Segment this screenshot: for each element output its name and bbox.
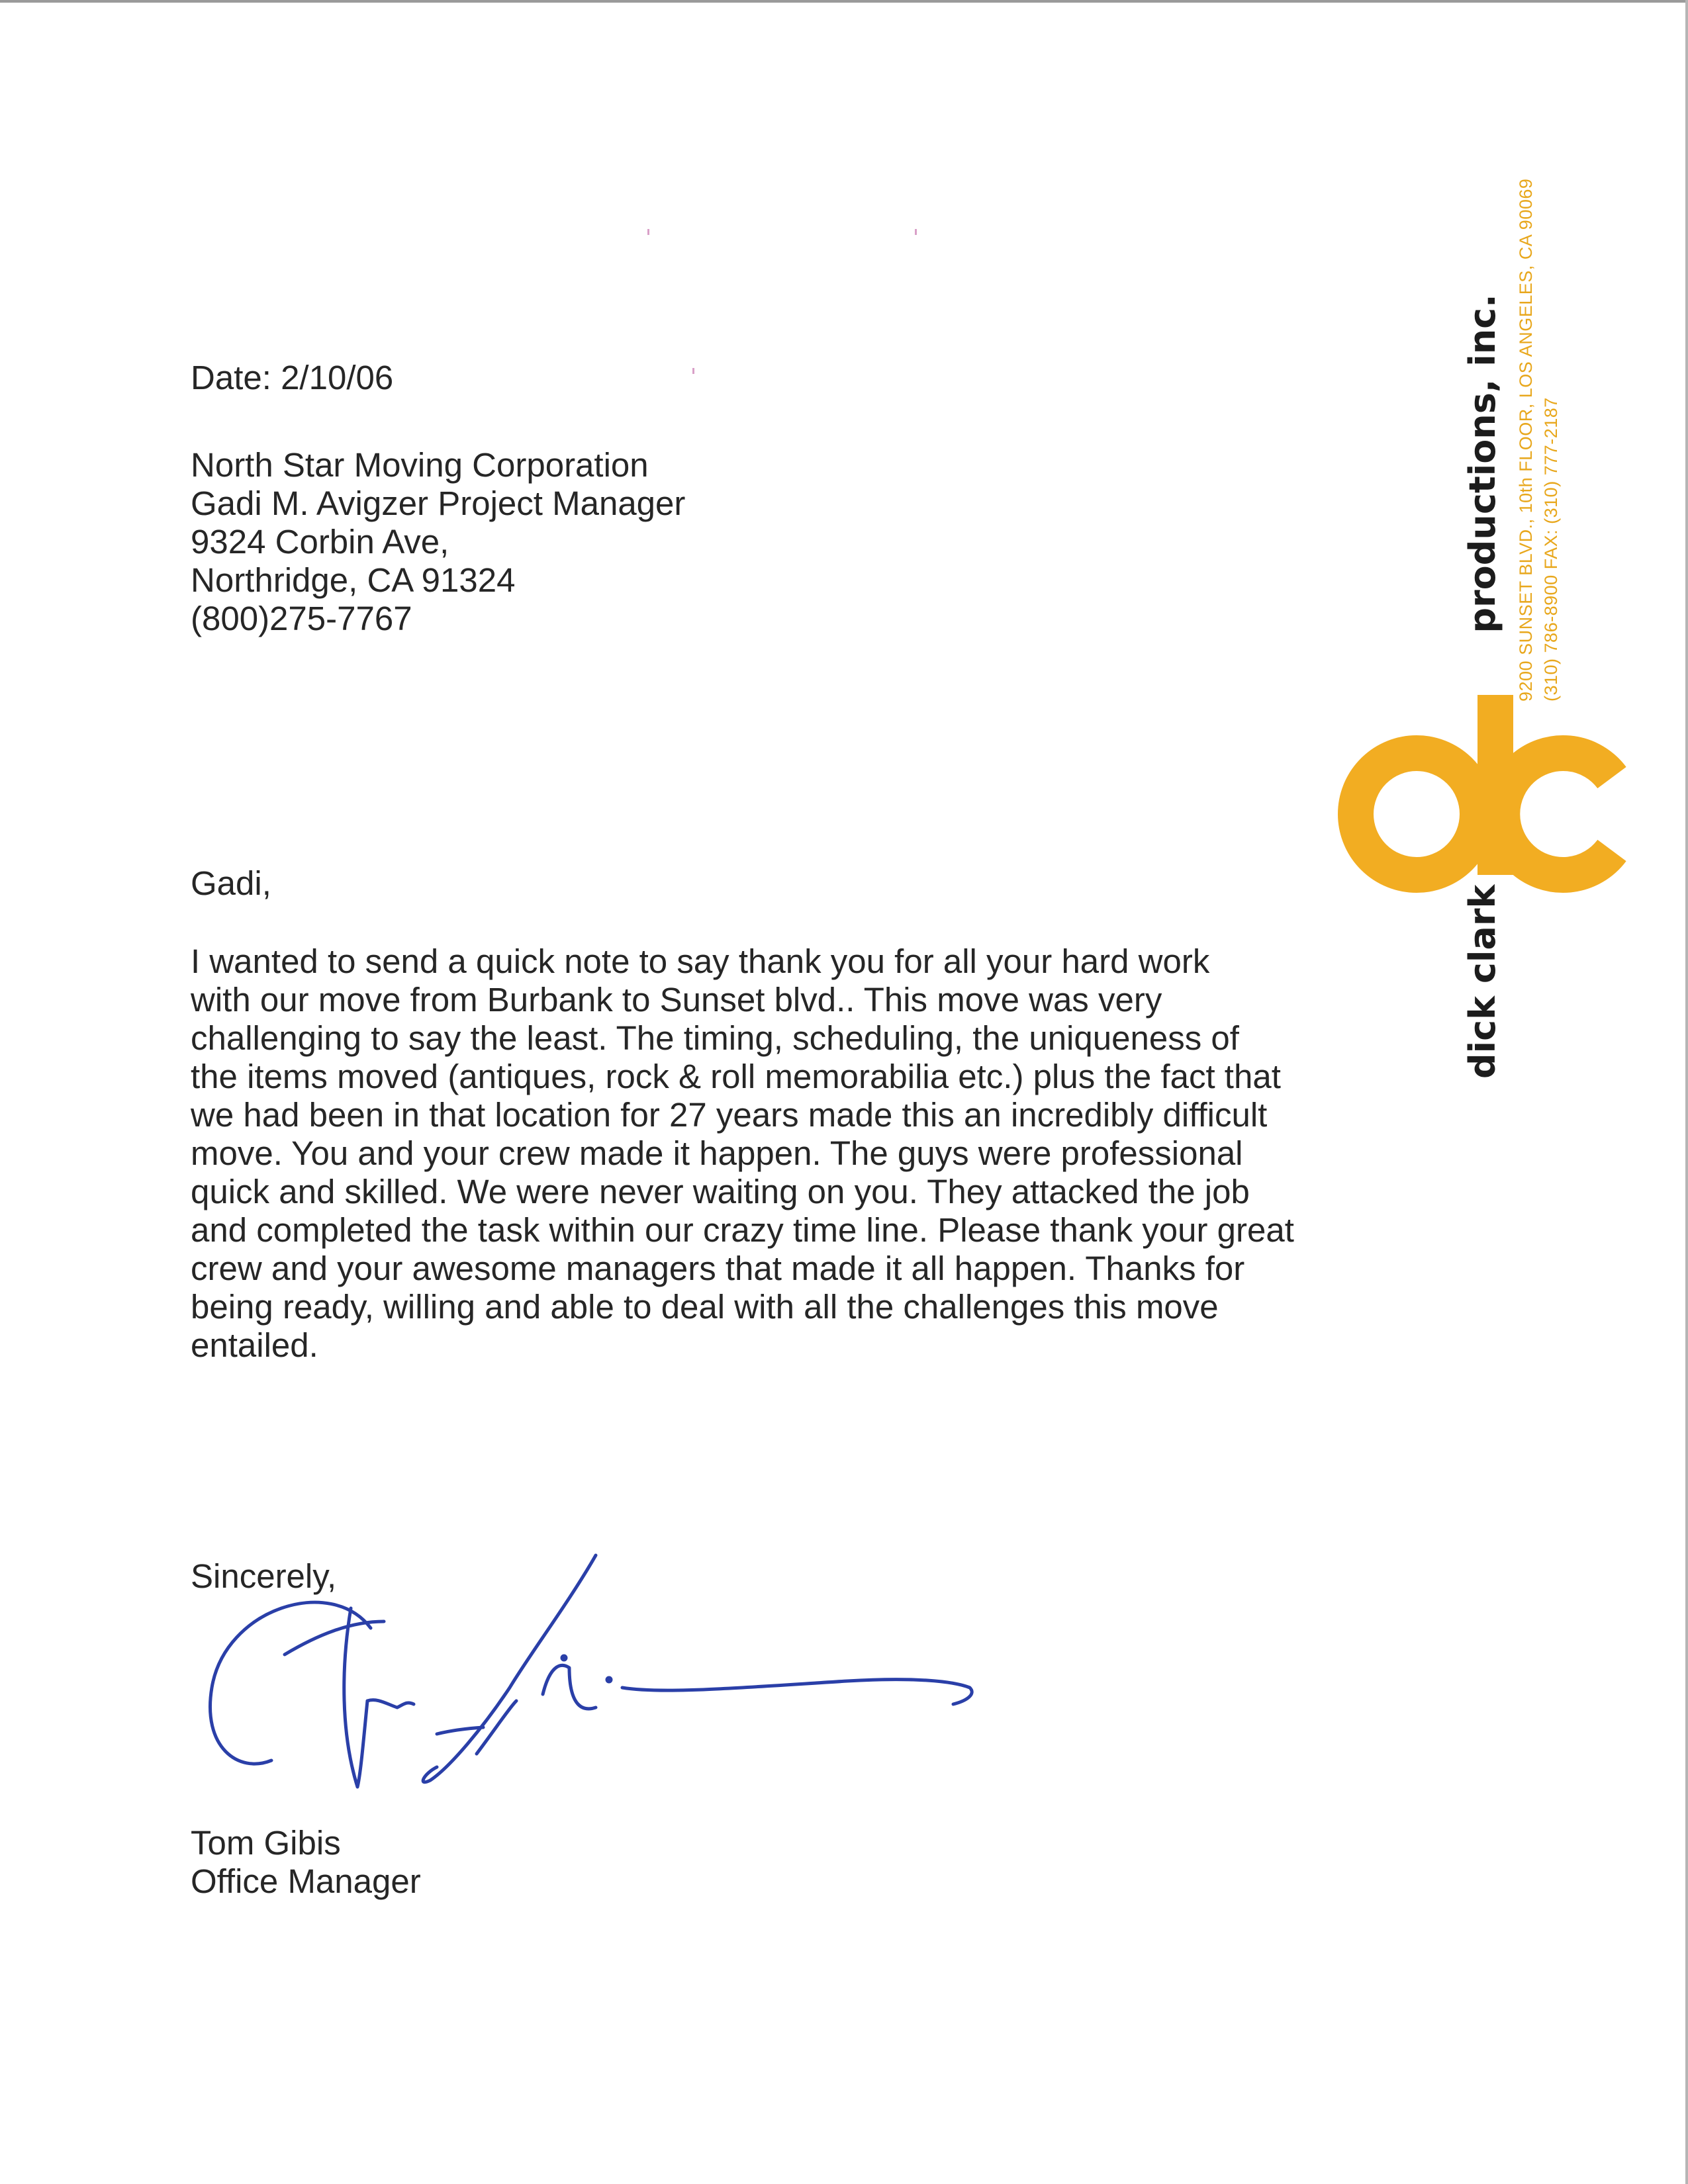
company-name-second: productions, inc. (1462, 294, 1503, 633)
recipient-city-state: Northridge, CA 91324 (191, 561, 516, 599)
company-phone-fax: (310) 786-8900 FAX: (310) 777-2187 (1541, 397, 1561, 702)
body-line: I wanted to send a quick note to say thank you for all your hard work (191, 942, 1210, 980)
body-line: quick and skilled. We were never waiting on you. They attacked the job (191, 1173, 1250, 1210)
salutation: Gadi, (191, 864, 271, 902)
letter-body (191, 942, 1294, 1365)
body-line: challenging to say the least. The timing, scheduling, the uniqueness of (191, 1019, 1239, 1057)
scan-speck (647, 229, 649, 235)
letterhead-rotated-text (1331, 113, 1635, 1079)
body-line: entailed. (191, 1326, 318, 1364)
body-line: move. You and your crew made it happen. The guys were professional (191, 1134, 1243, 1172)
scan-speck (915, 229, 917, 235)
company-address: 9200 SUNSET BLVD., 10th FLOOR, LOS ANGELES, CA 90069 (1516, 178, 1536, 702)
recipient-address-block (191, 446, 685, 638)
recipient-phone: (800)275-7767 (191, 600, 412, 637)
recipient-contact: Gadi M. Avigzer Project Manager (191, 484, 686, 522)
signer-title: Office Manager (191, 1862, 421, 1900)
body-line: the items moved (antiques, rock & roll memorabilia etc.) plus the fact that (191, 1058, 1281, 1095)
recipient-company: North Star Moving Corporation (191, 446, 649, 484)
body-line: with our move from Burbank to Sunset blvd.. This move was very (191, 981, 1162, 1019)
signer-name: Tom Gibis (191, 1824, 341, 1862)
dc-logo-icon (1331, 688, 1635, 913)
body-line: crew and your awesome managers that made it all happen. Thanks for (191, 1250, 1245, 1287)
page-right-edge (1685, 0, 1688, 2184)
handwritten-signature (199, 1535, 1092, 1853)
recipient-street: 9324 Corbin Ave, (191, 523, 449, 561)
page-top-edge (0, 0, 1688, 3)
letter-date: Date: 2/10/06 (191, 359, 394, 396)
closing: Sincerely, (191, 1557, 337, 1595)
body-line: being ready, willing and able to deal with all the challenges this move (191, 1288, 1219, 1326)
letterhead (1331, 113, 1635, 1079)
company-name (1463, 294, 1503, 1079)
signer-block (191, 1824, 421, 1901)
company-name-first: dick clark (1462, 884, 1503, 1079)
body-line: and completed the task within our crazy time line. Please thank your great (191, 1211, 1294, 1249)
body-line: we had been in that location for 27 years made this an incredibly difficult (191, 1096, 1268, 1134)
scan-speck (692, 368, 694, 374)
